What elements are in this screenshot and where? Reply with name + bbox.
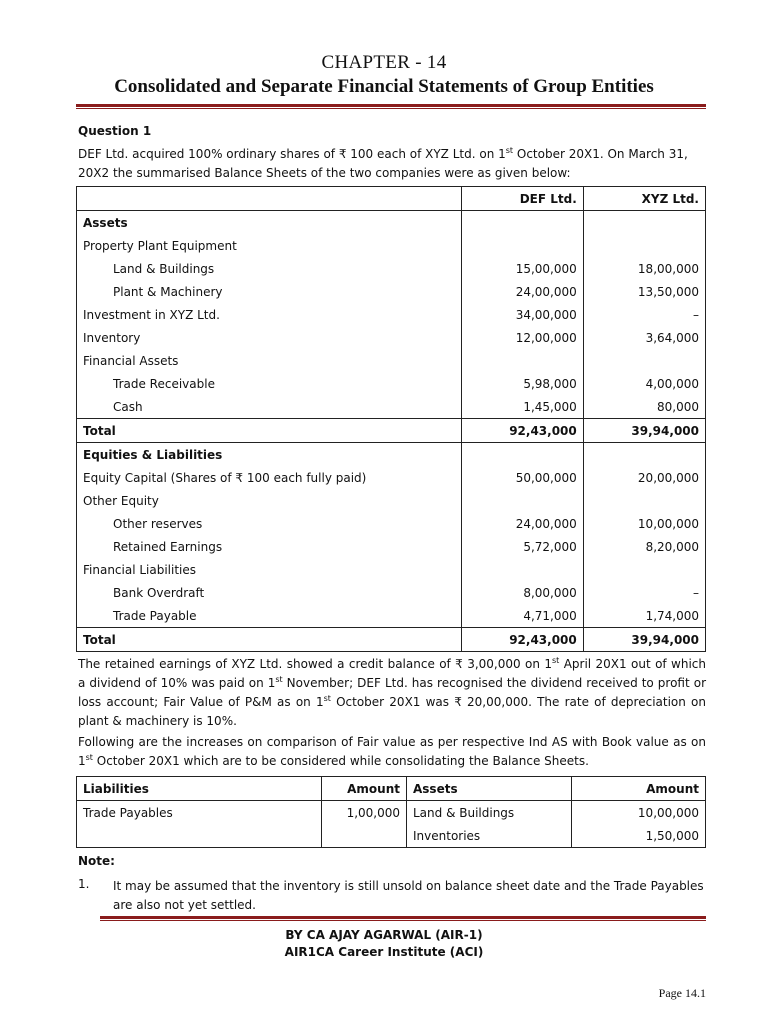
row-def [461, 234, 583, 257]
table-header-row [77, 187, 706, 211]
table-row [77, 801, 706, 825]
row-xyz: – [583, 581, 705, 604]
question-heading: Question 1 [78, 124, 152, 138]
row-xyz [583, 211, 705, 235]
row-label: Total [77, 419, 462, 443]
row-def [461, 349, 583, 372]
table-row [77, 466, 706, 489]
fv-liability: Trade Payables [77, 801, 322, 825]
row-xyz: 18,00,000 [583, 257, 705, 280]
total-row-assets [77, 419, 706, 443]
page-number: Page 14.1 [658, 986, 706, 1000]
row-label: Financial Assets [77, 349, 462, 372]
table-row [77, 535, 706, 558]
row-xyz: 20,00,000 [583, 466, 705, 489]
row-label: Financial Liabilities [77, 558, 462, 581]
row-def: 8,00,000 [461, 581, 583, 604]
row-label: Total [77, 628, 462, 652]
fv-liability [77, 824, 322, 848]
fair-value-paragraph: Following are the increases on comparison of Fair value as per respective Ind AS with Book value as on 1st October 20X1 which are to be considered while consolidating the Balance Sheets. [78, 735, 706, 768]
table-row [77, 257, 706, 280]
row-def: 4,71,000 [461, 604, 583, 628]
row-label: Inventory [77, 326, 462, 349]
row-def: 24,00,000 [461, 512, 583, 535]
fv-header-amount: Amount [322, 777, 407, 801]
table-row [77, 303, 706, 326]
row-label: Equities & Liabilities [77, 443, 462, 467]
balance-sheet-table [76, 186, 706, 652]
table-row [77, 395, 706, 419]
fv-header-row [77, 777, 706, 801]
row-xyz: 80,000 [583, 395, 705, 419]
chapter-heading: CHAPTER - 14 [321, 52, 447, 73]
fv-asset: Land & Buildings [407, 801, 572, 825]
header-rule [76, 104, 706, 109]
table-row [77, 326, 706, 349]
table-row [77, 489, 706, 512]
table-row [77, 211, 706, 235]
table-row [77, 443, 706, 467]
row-xyz [583, 558, 705, 581]
row-xyz: 39,94,000 [583, 419, 705, 443]
row-def: 92,43,000 [461, 628, 583, 652]
row-def: 24,00,000 [461, 280, 583, 303]
footer-rule [100, 916, 706, 921]
row-xyz: 39,94,000 [583, 628, 705, 652]
row-label: Retained Earnings [77, 535, 462, 558]
table-row [77, 581, 706, 604]
row-def [461, 443, 583, 467]
table-row [77, 349, 706, 372]
fv-asset: Inventories [407, 824, 572, 848]
row-label: Cash [77, 395, 462, 419]
question-intro: DEF Ltd. acquired 100% ordinary shares of ₹ 100 each of XYZ Ltd. on 1st October 20X1. On March 31, 20X2 the summarised Balance Sheets of the two companies were as given below: [78, 146, 688, 180]
table-row [77, 558, 706, 581]
chapter-title: Consolidated and Separate Financial Statements of Group Entities [114, 76, 654, 97]
header-blank [77, 187, 462, 211]
row-label: Property Plant Equipment [77, 234, 462, 257]
note-number: 1. [78, 877, 90, 891]
footer-author: BY CA AJAY AGARWAL (AIR-1) [285, 928, 483, 942]
row-xyz [583, 234, 705, 257]
table-row [77, 604, 706, 628]
header-xyz: XYZ Ltd. [583, 187, 705, 211]
table-row [77, 234, 706, 257]
row-xyz: 8,20,000 [583, 535, 705, 558]
row-xyz: 1,74,000 [583, 604, 705, 628]
row-def: 15,00,000 [461, 257, 583, 280]
row-def: 1,45,000 [461, 395, 583, 419]
fv-asset-amount: 10,00,000 [572, 801, 706, 825]
table-row [77, 280, 706, 303]
fair-value-table [76, 776, 706, 848]
header-def: DEF Ltd. [461, 187, 583, 211]
fv-liability-amount [322, 824, 407, 848]
row-label: Trade Payable [77, 604, 462, 628]
footer-institute: AIR1CA Career Institute (ACI) [284, 945, 484, 959]
row-label: Other reserves [77, 512, 462, 535]
row-def: 5,98,000 [461, 372, 583, 395]
total-row-liabilities [77, 628, 706, 652]
row-label: Investment in XYZ Ltd. [77, 303, 462, 326]
note-label: Note: [78, 854, 115, 868]
row-xyz: 10,00,000 [583, 512, 705, 535]
row-def: 92,43,000 [461, 419, 583, 443]
row-label: Equity Capital (Shares of ₹ 100 each fully paid) [77, 466, 462, 489]
row-def: 5,72,000 [461, 535, 583, 558]
row-label: Plant & Machinery [77, 280, 462, 303]
fv-header-assets: Assets [407, 777, 572, 801]
row-label: Other Equity [77, 489, 462, 512]
row-label: Bank Overdraft [77, 581, 462, 604]
note-text: It may be assumed that the inventory is still unsold on balance sheet date and the Trade Payables are also not yet settled. [113, 879, 704, 912]
fv-liability-amount: 1,00,000 [322, 801, 407, 825]
row-label: Land & Buildings [77, 257, 462, 280]
row-def [461, 558, 583, 581]
row-label: Assets [77, 211, 462, 235]
row-xyz: 3,64,000 [583, 326, 705, 349]
table-row [77, 512, 706, 535]
row-def: 50,00,000 [461, 466, 583, 489]
row-def: 34,00,000 [461, 303, 583, 326]
table-row [77, 824, 706, 848]
row-xyz [583, 489, 705, 512]
row-label: Trade Receivable [77, 372, 462, 395]
fv-asset-amount: 1,50,000 [572, 824, 706, 848]
row-def [461, 489, 583, 512]
row-xyz: 4,00,000 [583, 372, 705, 395]
row-xyz: 13,50,000 [583, 280, 705, 303]
row-xyz [583, 349, 705, 372]
fv-header-amount: Amount [572, 777, 706, 801]
retained-earnings-paragraph: The retained earnings of XYZ Ltd. showed a credit balance of ₹ 3,00,000 on 1st April 20X1 out of which a dividend of 10% was paid on 1st November; DEF Ltd. has recognised the dividend received to profit or loss account; Fair Value of P&M as on 1st October 20X1 was ₹ 20,00,000. The rate of depreciation on plant & machinery is 10%. [78, 656, 706, 728]
table-row [77, 372, 706, 395]
fv-header-liabilities: Liabilities [77, 777, 322, 801]
row-def [461, 211, 583, 235]
row-xyz: – [583, 303, 705, 326]
row-def: 12,00,000 [461, 326, 583, 349]
row-xyz [583, 443, 705, 467]
